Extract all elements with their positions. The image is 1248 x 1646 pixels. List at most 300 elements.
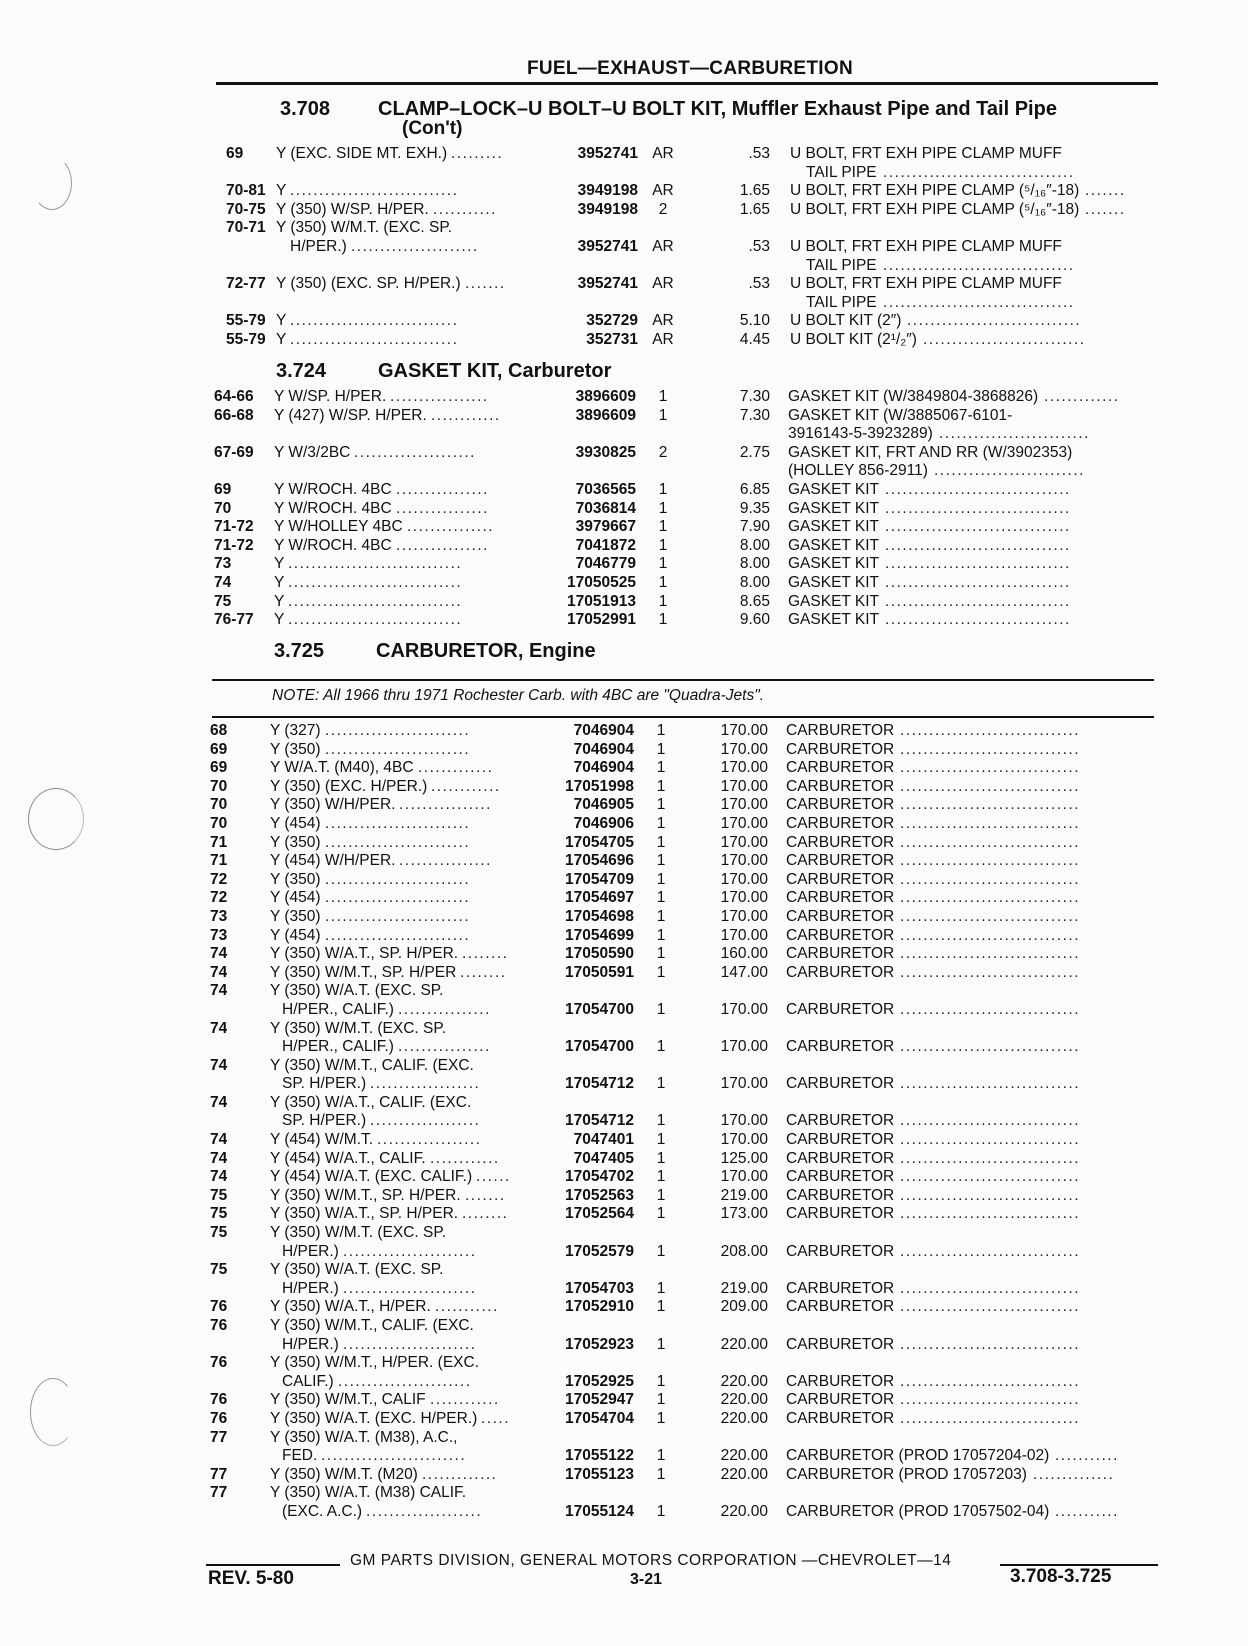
table-row <box>0 611 1248 630</box>
model-year: 64-66 <box>214 388 254 405</box>
list-price: .53 <box>748 145 770 162</box>
application-cont: H/PER., CALIF.) <box>282 1000 394 1018</box>
part-description: CARBURETOR <box>786 1242 895 1260</box>
table-row-cont <box>0 1336 1248 1355</box>
quantity: 1 <box>656 1000 666 1018</box>
application: Y (350) W/M.T. (M20) <box>270 1465 418 1483</box>
dot-leader: ................ <box>398 1000 491 1018</box>
application: Y (350) <box>270 870 321 888</box>
dot-leader: ........... <box>1055 1502 1119 1520</box>
list-price: 220.00 <box>720 1409 768 1427</box>
table-row <box>0 908 1248 927</box>
model-year: 76 <box>210 1354 228 1372</box>
part-description: GASKET KIT <box>788 499 880 517</box>
dot-leader: ............................... <box>900 722 1080 739</box>
quantity: 1 <box>656 1335 666 1353</box>
quantity: 1 <box>656 889 666 907</box>
part-number: 17052991 <box>567 611 636 629</box>
part-description: GASKET KIT (W/3885067-6101- <box>788 406 1013 424</box>
part-description: CARBURETOR <box>786 740 895 758</box>
dot-leader: ........... <box>435 1298 499 1316</box>
model-year: 70 <box>210 777 228 795</box>
list-price: 8.00 <box>739 573 770 591</box>
list-price: 4.45 <box>739 330 770 348</box>
dot-leader: ...................... <box>351 237 479 255</box>
quantity: 1 <box>656 833 666 851</box>
list-price: 208.00 <box>720 1242 768 1260</box>
dot-leader: ............................... <box>900 777 1080 795</box>
table-row <box>0 1205 1248 1224</box>
model-year: 75 <box>214 592 232 610</box>
part-description: CARBURETOR <box>786 1168 895 1186</box>
application: Y <box>276 330 287 348</box>
part-number: 17051913 <box>567 592 636 610</box>
section-number: 3.724 <box>276 360 327 382</box>
dot-leader: .............................. <box>288 611 463 629</box>
quantity: 1 <box>656 1149 666 1167</box>
part-number: 17052579 <box>565 1242 634 1260</box>
part-description: GASKET KIT, FRT AND RR (W/3902353) <box>788 443 1073 461</box>
model-year: 69 <box>226 145 244 162</box>
dot-leader: ....................... <box>343 1242 477 1260</box>
part-number: 3896609 <box>575 406 636 424</box>
section-number: 3.725 <box>274 640 325 662</box>
model-year: 67-69 <box>214 443 254 461</box>
model-year: 69 <box>210 740 228 758</box>
table-row-cont <box>0 1075 1248 1094</box>
dot-leader: ......................... <box>325 722 471 739</box>
application: Y (350) W/M.T., CALIF <box>270 1391 426 1409</box>
dot-leader: ............................... <box>900 926 1080 944</box>
list-price: 1.65 <box>739 182 770 200</box>
dot-leader: ................................ <box>885 592 1071 610</box>
application: Y W/ROCH. 4BC <box>274 536 392 554</box>
application: Y (350) <box>270 740 321 758</box>
table-row <box>0 945 1248 964</box>
dot-leader: ............................... <box>900 1131 1080 1149</box>
dot-leader: ....... <box>1085 200 1126 218</box>
model-year: 74 <box>210 982 228 1000</box>
model-year: 66-68 <box>214 406 254 424</box>
model-year: 71 <box>210 833 228 851</box>
part-number: 17055124 <box>565 1502 634 1520</box>
part-description: CARBURETOR <box>786 1391 895 1409</box>
application: Y (427) W/SP. H/PER. <box>274 406 427 424</box>
dot-leader: ............................... <box>900 1372 1080 1390</box>
dot-leader: ............................... <box>900 796 1080 814</box>
list-price: 170.00 <box>720 740 768 758</box>
model-year: 72 <box>210 889 228 907</box>
part-number: 17054702 <box>565 1168 634 1186</box>
part-description: GASKET KIT <box>788 518 880 536</box>
part-description: GASKET KIT <box>788 573 880 591</box>
dot-leader: ........... <box>433 200 497 218</box>
quantity: 1 <box>656 1112 666 1130</box>
quantity: AR <box>652 330 674 348</box>
dot-leader: ............................... <box>900 1279 1080 1297</box>
part-description: CARBURETOR <box>786 1409 895 1427</box>
table-row <box>0 722 1248 741</box>
quantity: 1 <box>656 852 666 870</box>
dot-leader: ............................... <box>900 1298 1080 1316</box>
table-row <box>0 1410 1248 1429</box>
application: Y <box>274 611 285 629</box>
part-number: 17050590 <box>565 945 634 963</box>
part-description: CARBURETOR <box>786 1372 895 1390</box>
table-row <box>0 1484 1248 1503</box>
model-year: 70 <box>214 499 232 517</box>
quantity: 2 <box>658 443 668 461</box>
dot-leader: ........ <box>460 963 507 981</box>
table-row-cont <box>0 1001 1248 1020</box>
model-year: 68 <box>210 722 228 739</box>
part-description: U BOLT, FRT EXH PIPE CLAMP MUFF <box>790 145 1062 162</box>
application: Y (350) (EXC. H/PER.) <box>270 777 428 795</box>
application: Y (350) <box>270 833 321 851</box>
dot-leader: ............................... <box>900 963 1080 981</box>
part-description: U BOLT, FRT EXH PIPE CLAMP (⁵/₁₆″-18) <box>790 182 1080 200</box>
dot-leader: ................... <box>370 1112 481 1130</box>
part-description: GASKET KIT <box>788 536 880 554</box>
table-row <box>0 481 1248 500</box>
quantity: AR <box>652 312 674 330</box>
list-price: 170.00 <box>720 889 768 907</box>
list-price: 7.90 <box>739 518 770 536</box>
application: Y W/3/2BC <box>274 443 351 461</box>
model-year: 74 <box>210 1168 228 1186</box>
part-description: CARBURETOR <box>786 1186 895 1204</box>
quantity: 1 <box>656 1242 666 1260</box>
dot-leader: ............ <box>430 1149 500 1167</box>
dot-leader: ................ <box>396 499 489 517</box>
application: Y (350) (EXC. SP. H/PER.) <box>276 275 461 293</box>
table-row-cont <box>0 1447 1248 1466</box>
application-cont: SP. H/PER.) <box>282 1112 367 1130</box>
dot-leader: .............................. <box>288 573 463 591</box>
part-description: CARBURETOR <box>786 722 895 739</box>
application: Y (350) <box>270 907 321 925</box>
dot-leader: ................................ <box>885 573 1071 591</box>
table-row <box>0 778 1248 797</box>
application-cont: CALIF.) <box>282 1372 334 1390</box>
dot-leader: ................ <box>399 796 492 814</box>
list-price: 170.00 <box>720 722 768 739</box>
table-row-cont <box>0 238 1248 257</box>
dot-leader: ............. <box>1044 388 1120 405</box>
dot-leader: ................ <box>396 480 489 498</box>
model-year: 72-77 <box>226 275 266 293</box>
application: Y W/A.T. (M40), 4BC <box>270 759 414 777</box>
application-cont: H/PER.) <box>290 237 347 255</box>
table-row-cont <box>0 1503 1248 1522</box>
part-number: 17054700 <box>565 1038 634 1056</box>
table-row <box>0 331 1248 350</box>
model-year: 69 <box>210 759 228 777</box>
list-price: 219.00 <box>720 1186 768 1204</box>
part-description: GASKET KIT <box>788 555 880 573</box>
part-description: CARBURETOR <box>786 945 895 963</box>
part-number: 7046906 <box>573 814 634 832</box>
table-row <box>0 741 1248 760</box>
dot-leader: ......................... <box>325 814 471 832</box>
table-row-cont <box>0 294 1248 313</box>
table-row-cont <box>0 425 1248 444</box>
part-number: 17050591 <box>565 963 634 981</box>
dot-leader: ............................... <box>900 814 1080 832</box>
list-price: 160.00 <box>720 945 768 963</box>
part-number: 17054696 <box>565 852 634 870</box>
part-description: GASKET KIT (W/3849804-3868826) <box>788 388 1039 405</box>
part-number: 7041872 <box>575 536 636 554</box>
list-price: 209.00 <box>720 1298 768 1316</box>
application-cont: FED. <box>282 1447 318 1465</box>
dot-leader: ......................... <box>325 870 471 888</box>
dot-leader: ....... <box>465 275 506 293</box>
table-row <box>0 312 1248 331</box>
list-price: 170.00 <box>720 814 768 832</box>
part-description: GASKET KIT <box>788 480 880 498</box>
dot-leader: ................. <box>390 388 489 405</box>
model-year: 74 <box>210 1149 228 1167</box>
section-title-3708 <box>280 98 1057 121</box>
dot-leader: ................................ <box>885 536 1071 554</box>
application: Y (350) W/A.T., SP. H/PER. <box>270 945 459 963</box>
part-number: 17052947 <box>565 1391 634 1409</box>
table-row-cont <box>0 1112 1248 1131</box>
dot-leader: ......................... <box>325 889 471 907</box>
model-year: 55-79 <box>226 312 266 330</box>
dot-leader: .............................. <box>288 592 463 610</box>
application: Y W/ROCH. 4BC <box>274 480 392 498</box>
model-year: 74 <box>214 573 232 591</box>
list-price: 170.00 <box>720 926 768 944</box>
table-row <box>0 537 1248 556</box>
quantity: 1 <box>656 907 666 925</box>
part-description: CARBURETOR (PROD 17057502-04) <box>786 1502 1050 1520</box>
dot-leader: ....................... <box>343 1335 477 1353</box>
table-row <box>0 518 1248 537</box>
dot-leader: ..................... <box>354 443 476 461</box>
application: Y (350) W/H/PER. <box>270 796 396 814</box>
table-row-cont <box>0 462 1248 481</box>
dot-leader: ............................... <box>900 1186 1080 1204</box>
part-description-cont: TAIL PIPE <box>806 163 877 181</box>
part-description: CARBURETOR <box>786 1298 895 1316</box>
dot-leader: .......................... <box>939 425 1090 443</box>
table-row <box>0 1168 1248 1187</box>
application: Y W/ROCH. 4BC <box>274 499 392 517</box>
part-number: 3979667 <box>575 518 636 536</box>
list-price: 170.00 <box>720 907 768 925</box>
dot-leader: ............................... <box>900 1000 1080 1018</box>
model-year: 74 <box>210 963 228 981</box>
part-description: CARBURETOR <box>786 759 895 777</box>
part-number: 7046904 <box>573 759 634 777</box>
application: Y <box>274 573 285 591</box>
part-number: 17054705 <box>565 833 634 851</box>
list-price: 170.00 <box>720 777 768 795</box>
part-number: 3952741 <box>577 145 638 162</box>
part-description: CARBURETOR <box>786 1131 895 1149</box>
part-description: CARBURETOR <box>786 1038 895 1056</box>
model-year: 75 <box>210 1205 228 1223</box>
dot-leader: ..... <box>481 1409 511 1427</box>
section-title-3725 <box>274 640 596 663</box>
part-number: 17054712 <box>565 1075 634 1093</box>
quantity: 1 <box>658 592 668 610</box>
application: Y (350) W/M.T., H/PER. (EXC. <box>270 1354 480 1372</box>
table-row <box>0 815 1248 834</box>
footer-division: GM PARTS DIVISION, GENERAL MOTORS CORPORATION —CHEVROLET—14 <box>350 1552 952 1569</box>
quantity: 1 <box>658 499 668 517</box>
application: Y (454) W/H/PER. <box>270 852 396 870</box>
application: Y W/HOLLEY 4BC <box>274 518 403 536</box>
list-price: 220.00 <box>720 1335 768 1353</box>
list-price: 170.00 <box>720 1000 768 1018</box>
table-row <box>0 574 1248 593</box>
part-number: 3952741 <box>577 237 638 255</box>
quantity: 1 <box>656 1075 666 1093</box>
part-number: 17054697 <box>565 889 634 907</box>
section-index: 3.708-3.725 <box>1010 1566 1112 1587</box>
model-year: 76-77 <box>214 611 254 629</box>
application: Y <box>274 555 285 573</box>
table-row <box>0 889 1248 908</box>
table-row <box>0 1391 1248 1410</box>
dot-leader: ......................... <box>325 907 471 925</box>
dot-leader: ................................ <box>885 480 1071 498</box>
part-description: CARBURETOR <box>786 1205 895 1223</box>
quantity: 1 <box>658 388 668 405</box>
part-number: 3949198 <box>577 200 638 218</box>
application: Y (350) W/M.T., SP. H/PER <box>270 963 457 981</box>
list-price: 170.00 <box>720 796 768 814</box>
list-price: 219.00 <box>720 1279 768 1297</box>
model-year: 71 <box>210 852 228 870</box>
part-description: CARBURETOR <box>786 870 895 888</box>
quantity: 1 <box>656 1131 666 1149</box>
part-description: U BOLT, FRT EXH PIPE CLAMP (⁵/₁₆″-18) <box>790 200 1080 218</box>
dot-leader: .................. <box>377 1131 482 1149</box>
table-row <box>0 852 1248 871</box>
part-number: 7046904 <box>573 722 634 739</box>
application: Y (327) <box>270 722 321 739</box>
quantity: 1 <box>656 1372 666 1390</box>
quantity: 1 <box>658 611 668 629</box>
quantity: 1 <box>656 722 666 739</box>
table-row <box>0 1150 1248 1169</box>
dot-leader: ............................... <box>900 1075 1080 1093</box>
model-year: 73 <box>210 926 228 944</box>
list-price: 220.00 <box>720 1372 768 1390</box>
part-description: CARBURETOR <box>786 796 895 814</box>
dot-leader: ............ <box>431 777 501 795</box>
table-row <box>0 201 1248 220</box>
application: Y (350) W/M.T., CALIF. (EXC. <box>270 1056 474 1074</box>
part-number: 7047401 <box>573 1131 634 1149</box>
application: Y (350) W/A.T. (M38), A.C., <box>270 1428 458 1446</box>
application: Y <box>274 592 285 610</box>
model-year: 70-81 <box>226 182 266 200</box>
application-cont: H/PER., CALIF.) <box>282 1038 394 1056</box>
list-price: 220.00 <box>720 1465 768 1483</box>
list-price: 9.35 <box>739 499 770 517</box>
table-row <box>0 182 1248 201</box>
dot-leader: ................................ <box>885 555 1071 573</box>
part-description-cont: (HOLLEY 856-2911) <box>788 462 928 480</box>
list-price: 220.00 <box>720 1502 768 1520</box>
dot-leader: ................ <box>396 536 489 554</box>
dot-leader: ....................... <box>343 1279 477 1297</box>
dot-leader: ........ <box>462 945 509 963</box>
note-text: NOTE: All 1966 thru 1971 Rochester Carb. with 4BC are "Quadra-Jets". <box>272 687 765 704</box>
dot-leader: ............................... <box>900 852 1080 870</box>
model-year: 74 <box>210 945 228 963</box>
table-row <box>0 444 1248 463</box>
application: Y (350) W/A.T. (EXC. SP. <box>270 982 444 1000</box>
table-row <box>0 871 1248 890</box>
dot-leader: ............................ <box>923 330 1086 348</box>
dot-leader: ...... <box>476 1168 511 1186</box>
dot-leader: ............................... <box>900 870 1080 888</box>
dot-leader: .............. <box>1033 1465 1115 1483</box>
quantity: 1 <box>656 1279 666 1297</box>
part-description: GASKET KIT <box>788 592 880 610</box>
part-number: 3896609 <box>575 388 636 405</box>
dot-leader: .................... <box>366 1502 483 1520</box>
list-price: 9.60 <box>739 611 770 629</box>
parts-list-3708 <box>0 145 1248 350</box>
table-row <box>0 1429 1248 1448</box>
table-row <box>0 1298 1248 1317</box>
part-description: CARBURETOR <box>786 833 895 851</box>
list-price: 125.00 <box>720 1149 768 1167</box>
table-row <box>0 927 1248 946</box>
part-number: 3930825 <box>575 443 636 461</box>
table-row <box>0 145 1248 164</box>
part-number: 17052564 <box>565 1205 634 1223</box>
quantity: 1 <box>656 759 666 777</box>
list-price: 170.00 <box>720 759 768 777</box>
application: Y <box>276 182 287 200</box>
part-number: 17052563 <box>565 1186 634 1204</box>
dot-leader: ........... <box>1055 1447 1119 1465</box>
part-number: 352729 <box>586 312 638 330</box>
quantity: 1 <box>658 536 668 554</box>
application-cont: SP. H/PER.) <box>282 1075 367 1093</box>
dot-leader: ......................... <box>325 833 471 851</box>
part-description: U BOLT KIT (2″) <box>790 312 902 330</box>
dot-leader: ......................... <box>325 926 471 944</box>
dot-leader: ............................... <box>900 1409 1080 1427</box>
dot-leader: ....................... <box>338 1372 472 1390</box>
dot-leader: .............................. <box>907 312 1082 330</box>
list-price: 170.00 <box>720 1038 768 1056</box>
part-description-cont: TAIL PIPE <box>806 293 877 311</box>
dot-leader: ................... <box>370 1075 481 1093</box>
section-heading: CARBURETOR, Engine <box>376 640 596 662</box>
part-description: CARBURETOR <box>786 907 895 925</box>
quantity: 1 <box>656 926 666 944</box>
section-title-3724 <box>276 360 611 383</box>
dot-leader: ............................... <box>900 1038 1080 1056</box>
application: Y (454) <box>270 814 321 832</box>
table-row <box>0 593 1248 612</box>
list-price: 7.30 <box>739 388 770 405</box>
dot-leader: ................ <box>398 1038 491 1056</box>
quantity: AR <box>652 237 674 255</box>
dot-leader: ................................. <box>883 256 1075 274</box>
